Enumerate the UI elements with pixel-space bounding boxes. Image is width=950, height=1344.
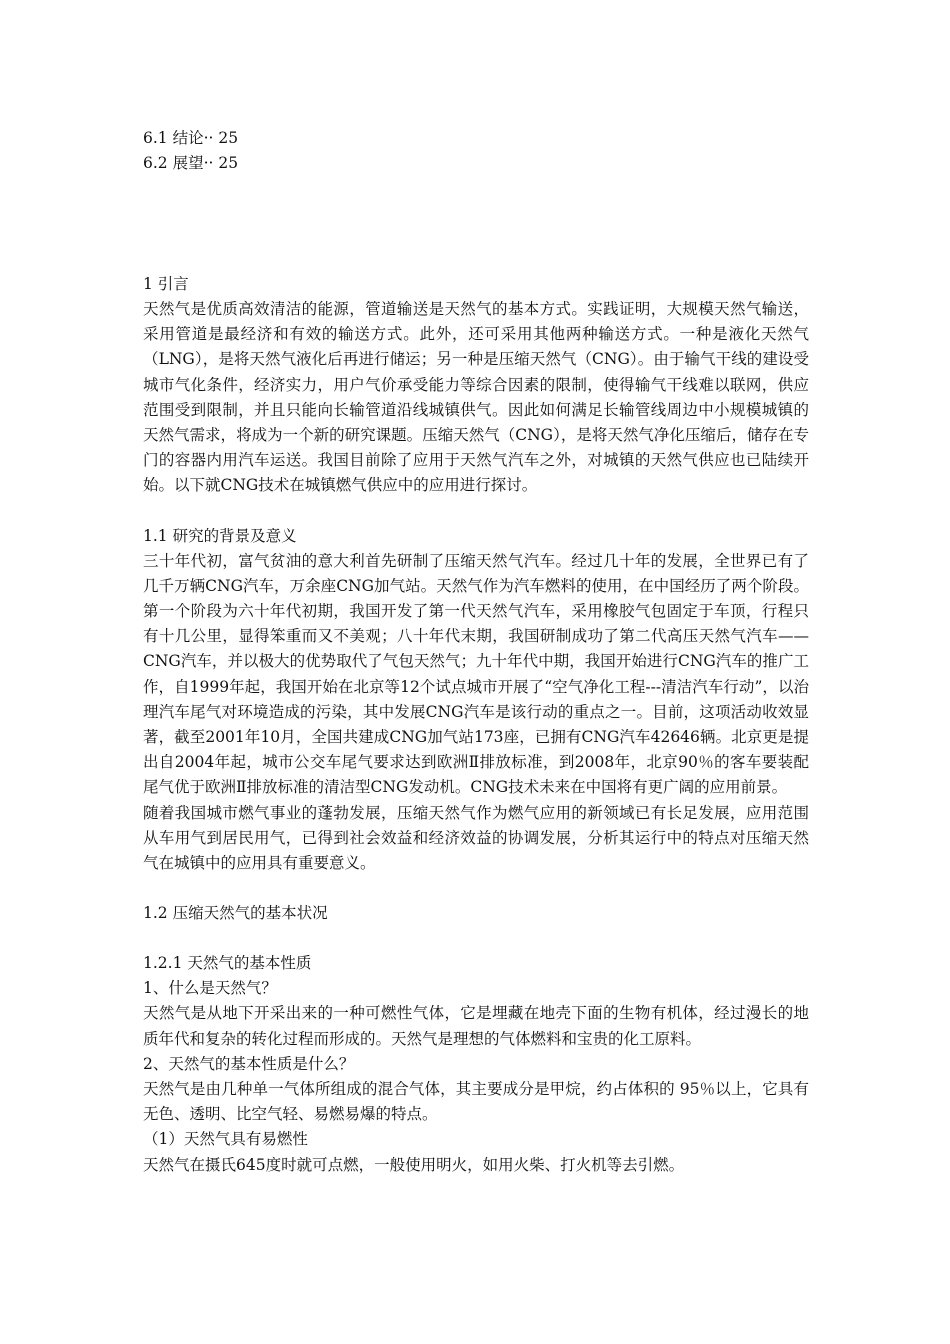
toc-item-6-2[interactable]: 6.2 展望·· 25 — [143, 154, 239, 172]
answer-1: 天然气是从地下开采出来的一种可燃性气体，它是埋藏在地壳下面的生物有机体，经过漫长的地质年代和复杂的转化过程而形成的。天然气是理想的气体燃料和宝贵的化工原料。 — [143, 1004, 809, 1048]
question-1: 1、什么是天然气？ — [143, 979, 277, 998]
question-2: 2、天然气的基本性质是什么？ — [143, 1054, 355, 1073]
section-heading-introduction: 1 引言 — [143, 275, 189, 293]
background-paragraph-2: 随着我国城市燃气事业的蓬勃发展，压缩天然气作为燃气应用的新领域已有长足发展，应用范围从车用气到居民用气，已得到社会效益和经济效益的协调发展，分析其运行中的特点对压缩天然气在城镇中的应用具有重要意义。 — [143, 803, 809, 873]
section-heading-1-1: 1.1 研究的背景及意义 — [143, 526, 297, 545]
background-paragraph-1: 三十年代初，富气贫油的意大利首先研制了压缩天然气汽车。经过几十年的发展，全世界已有了几千万辆CNG汽车，万余座CNG加气站。天然气作为汽车燃料的使用，在中国经历了两个阶段。第一个阶段为六十年代初期，我国开发了第一代天然气汽车，采用橡胶气包固定于车顶，行程只有十几公里，显得笨重而又不美观；八十年代末期，我国研制成功了第二代高压天然气汽车——CNG汽车，并以极大的优势取代了气包天然气；九十年代中期，我国开始进行CNG汽车的推广工作，自1999年起，我国开始在北京等12个试点城市开展了“空气净化工程---清洁汽车行动”，以治理汽车尾气对环境造成的污染，其中发展CNG汽车是该行动的重点之一。目前，这项活动收效显著，截至2001年10月，全国共建成CNG加气站173座，已拥有CNG汽车42646辆。北京更是提出自2004年起，城市公交车尾气要求达到欧洲Ⅱ排放标准，到2008年，北京90％的客车要装配尾气优于欧洲Ⅱ排放标准的清洁型CNG发动机。CNG技术未来在中国将有更广阔的应用前景。 — [143, 551, 809, 797]
section-heading-1-2-1: 1.2.1 天然气的基本性质 — [143, 954, 312, 973]
spacer — [143, 499, 809, 524]
property-heading-flammability: （1）天然气具有易燃性 — [143, 1130, 308, 1149]
spacer — [143, 926, 809, 951]
introduction-paragraph: 天然气是优质高效清洁的能源，管道输送是天然气的基本方式。实践证明，大规模天然气输送，采用管道是最经济和有效的输送方式。此外，还可采用其他两种输送方式。一种是液化天然气（LNG），是将天然气液化后再进行储运；另一种是压缩天然气（CNG）。由于输气干线的建设受城市气化条件，经济实力，用户气价承受能力等综合因素的限制，使得输气干线难以联网，供应范围受到限制，并且只能向长输管道沿线城镇供气。因此如何满足长输管线周边中小规模城镇的天然气需求，将成为一个新的研究课题。压缩天然气（CNG），是将天然气净化压缩后，储存在专门的容器内用汽车运送。我国目前除了应用于天然气汽车之外，对城镇的天然气供应也已陆续开始。以下就CNG技术在城镇燃气供应中的应用进行探讨。 — [143, 300, 809, 495]
answer-2: 天然气是由几种单一气体所组成的混合气体，其主要成分是甲烷，约占体积的 95％以上，它具有无色、透明、比空气轻、易燃易爆的特点。 — [143, 1080, 809, 1124]
table-of-contents — [143, 126, 823, 176]
document-body — [143, 272, 809, 1178]
property-text-flammability: 天然气在摄氏645度时就可点燃，一般使用明火，如用火柴、打火机等去引燃。 — [143, 1155, 685, 1174]
section-heading-1-2: 1.2 压缩天然气的基本状况 — [143, 904, 328, 923]
spacer — [143, 876, 809, 901]
toc-item-6-1[interactable]: 6.1 结论·· 25 — [143, 129, 239, 147]
